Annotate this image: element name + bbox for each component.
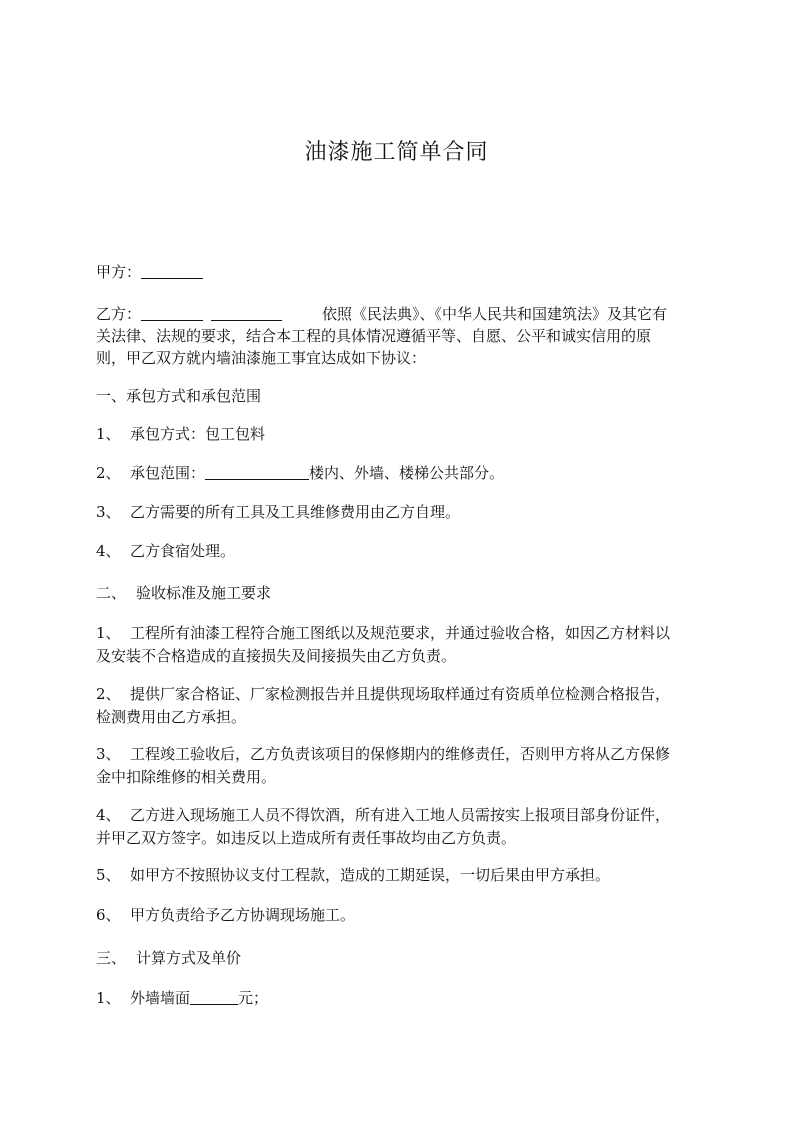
section-number: 二、: [96, 584, 127, 602]
item-text: 承包范围：: [130, 464, 206, 482]
price-blank: [190, 989, 238, 1005]
section-title: 验收标准及施工要求: [136, 584, 272, 602]
item-number: 2、: [96, 685, 121, 703]
item-text: 工程竣工验收后，乙方负责该项目的保修期内的维修责任，否则甲方将从乙方保修: [130, 745, 671, 763]
section-number: 三、: [96, 949, 127, 967]
item-text: 如甲方不按照协议支付工程款，造成的工期延误，一切后果由甲方承担。: [130, 866, 611, 884]
item-suffix: 楼内、外墙、楼梯公共部分。: [309, 464, 505, 482]
item-number: 5、: [96, 866, 121, 884]
section-2-heading: [96, 582, 706, 604]
item-text: 乙方进入现场施工人员不得饮酒，所有进入工地人员需按实上报项目部身份证件，: [130, 806, 671, 824]
section-2-item-2-cont: 检测费用由乙方承担。: [96, 708, 247, 726]
party-a-line: [96, 261, 706, 283]
section-3-item-1: [96, 987, 706, 1009]
item-number: 1、: [96, 624, 121, 642]
item-number: 4、: [96, 806, 121, 824]
document-title: 油漆施工简单合同: [304, 140, 489, 165]
item-number: 3、: [96, 503, 121, 521]
item-number: 3、: [96, 745, 121, 763]
item-text: 乙方食宿处理。: [130, 542, 236, 560]
scope-blank: [205, 464, 309, 480]
section-1-item-2: [96, 462, 706, 484]
section-2-item-2: [96, 683, 706, 705]
party-a-label: 甲方：: [96, 263, 142, 281]
item-number: 1、: [96, 989, 121, 1007]
section-2-item-6: [96, 904, 706, 926]
item-number: 2、: [96, 464, 121, 482]
section-title: 计算方式及单价: [136, 949, 242, 967]
section-2-item-1-cont: 及安装不合格造成的直接损失及间接损失由乙方负责。: [96, 647, 457, 665]
section-2-item-5: [96, 864, 706, 886]
section-3-heading: [96, 947, 706, 969]
preamble-line-3: 则，甲乙双方就内墙油漆施工事宜达成如下协议：: [96, 349, 427, 367]
party-a-blank: [141, 263, 203, 279]
party-b-line: [96, 303, 706, 325]
item-text: 外墙墙面: [130, 989, 191, 1007]
section-2-item-3-cont: 金中扣除维修的相关费用。: [96, 768, 277, 786]
preamble-line-2: 关法律、法规的要求，结合本工程的具体情况遵循平等、自愿、公平和诚实信用的原: [96, 327, 652, 345]
section-2-item-3: [96, 743, 706, 765]
item-text: 甲方负责给予乙方协调现场施工。: [130, 906, 356, 924]
item-text: 工程所有油漆工程符合施工图纸以及规范要求，并通过验收合格，如因乙方材料以: [130, 624, 671, 642]
item-number: 4、: [96, 542, 121, 560]
preamble-line-1: 依照《民法典》、《中华人民共和国建筑法》及其它有: [322, 305, 668, 323]
section-2-item-4: [96, 804, 706, 826]
party-b-label: 乙方：: [96, 305, 142, 323]
item-suffix: 元；: [238, 989, 269, 1007]
section-1-item-4: [96, 540, 706, 562]
section-2-item-4-cont: 并甲乙双方签字。如违反以上造成所有责任事故均由乙方负责。: [96, 829, 517, 847]
party-b-blank-1: [141, 305, 203, 321]
item-text: 承包方式：包工包料: [130, 425, 266, 443]
party-b-blank-2: [211, 305, 282, 321]
item-number: 1、: [96, 425, 121, 443]
section-2-item-1: [96, 622, 706, 644]
section-1-item-1: [96, 423, 706, 445]
item-text: 提供厂家合格证、厂家检测报告并且提供现场取样通过有资质单位检测合格报告，: [130, 685, 671, 703]
section-1-heading: 一、承包方式和承包范围: [96, 387, 262, 405]
item-text: 乙方需要的所有工具及工具维修费用由乙方自理。: [130, 503, 461, 521]
item-number: 6、: [96, 906, 121, 924]
section-1-item-3: [96, 501, 706, 523]
